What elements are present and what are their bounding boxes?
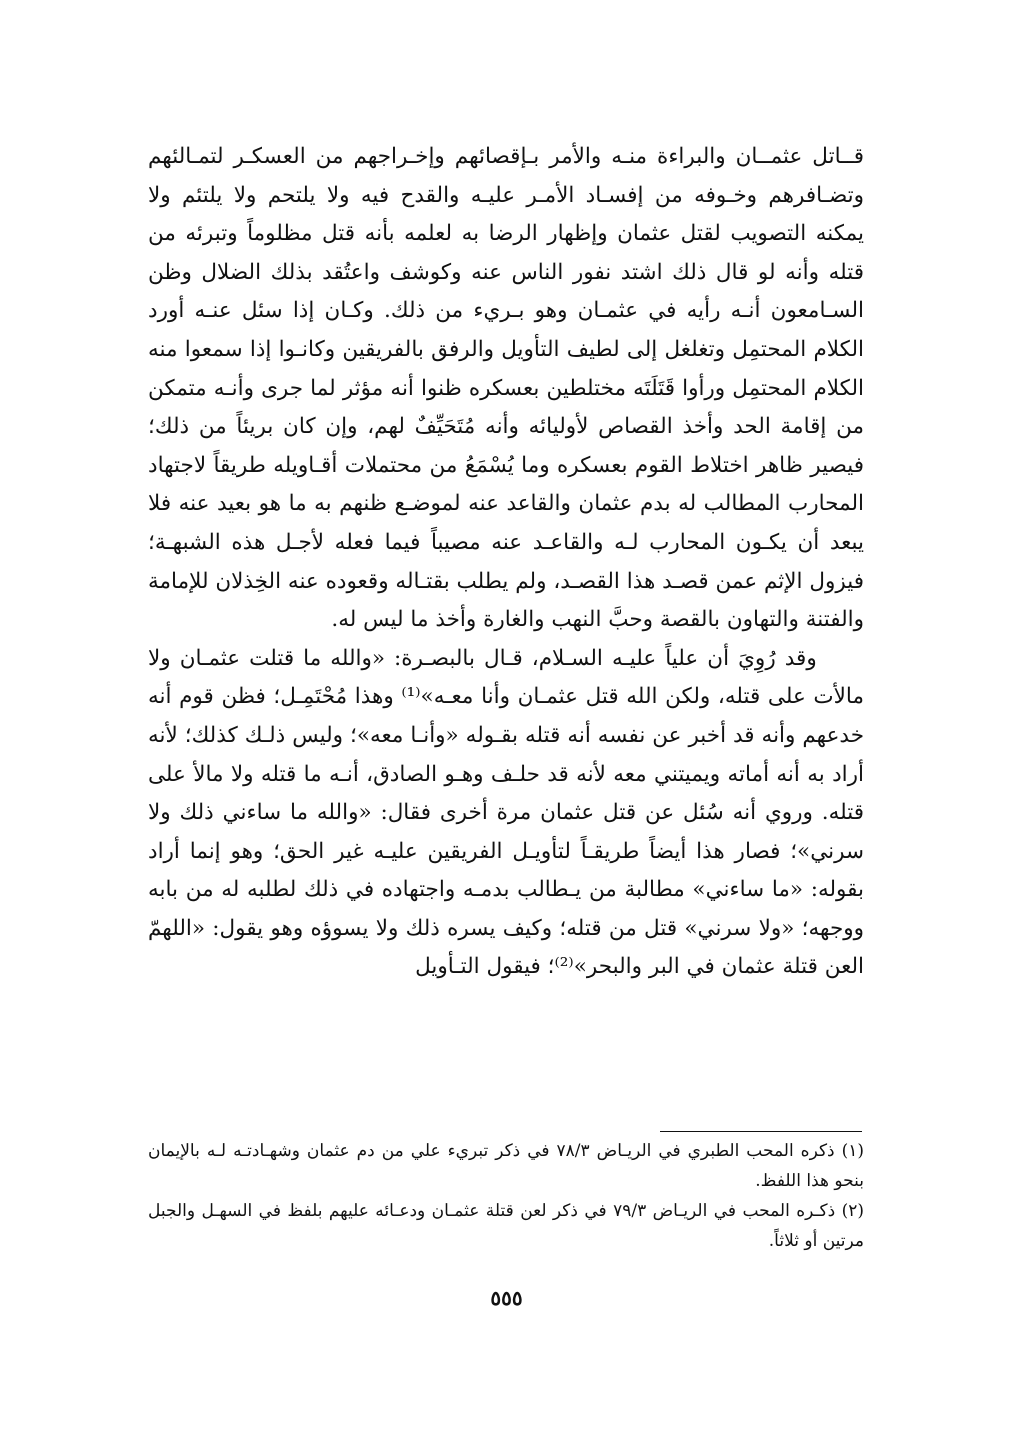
footnote-1: (١) ذكره المحب الطبري في الريـاض ٧٨/٣ في ذكر تبريء علي من دم عثمان وشهـادتـه لـه بالإيمان بنحو هذا اللفظ. xyxy=(148,1141,865,1191)
footnote-divider xyxy=(660,1131,862,1132)
page-number: ٥٥٥ xyxy=(490,1286,523,1310)
paragraph-2: وقد رُوِيَ أن علياً عليـه السـلام، قـال بالبصـرة: «والله ما قتلت عثمـان ولا مالأت على قتله، ولكن الله قتل عثمـان وأنا معـه»⁽¹⁾ وهذا مُحْتَمِـل؛ فظن قوم أنه خدعهم وأنه قد أخبر عن نفسه أنه قتله بقـوله «وأنـا معه»؛ وليس ذلـك كذلك؛ لأنه أراد به أنه أماته ويميتني معه لأنه قد حلـف وهـو الصادق، أنـه ما قتله ولا مالأ على قتله. وروي أنه سُئل عن قتل عثمان مرة أخرى فقال: «والله ما ساءني ذلك ولا سرني»؛ فصار هذا أيضاً طريقـاً لتأويـل الفريقين عليـه غير الحق؛ وهو إنما أراد بقوله: «ما ساءني» مطالبة من يـطالب بدمـه واجتهاده في ذلك لطلبه له من بابه ووجهه؛ «ولا سرني» قتل من قتله؛ وكيف يسره ذلك ولا يسوؤه وهو يقول: «اللهمّ العن قتلة عثمان في البر والبحر»⁽²⁾؛ فيقول التـأويل xyxy=(148,645,864,980)
footnotes-block xyxy=(148,1136,864,1256)
footnote-2: (٢) ذكـره المحب في الريـاض ٧٩/٣ في ذكر لعن قتلة عثمـان ودعـائه عليهم بلفظ في السهـل والجبل مرتين أو ثلاثاً. xyxy=(148,1201,864,1251)
main-text-block xyxy=(148,138,864,987)
paragraph-1: قــاتل عثمــان والبراءة منـه والأمر بـإقصائهم وإخـراجهم من العسكـر لتمـالئهم وتضـافرهم وخـوفه من إفسـاد الأمـر عليـه والقدح فيه ولا يلتحم ولا يلتئم ولا يمكنه التصويب لقتل عثمان وإظهار الرضا به لعلمه بأنه قتل مظلوماً وتبرئه من قتله وأنه لو قال ذلك اشتد نفور الناس عنه وكوشف واعتُقد بذلك الضلال وظن السـامعون أنـه رأيه في عثمـان وهو بـريء من ذلك. وكـان إذا سئل عنـه أورد الكلام المحتمِل وتغلغل إلى لطيف التأويل والرفق بالفريقين وكانـوا إذا سمعوا منه الكلام المحتمِل ورأوا قَتَلَتَه مختلطين بعسكره ظنوا أنه مؤثر لما جرى وأنـه متمكن من إقامة الحد وأخذ القصاص لأوليائه وأنه مُتَحَيِّفٌ لهم، وإن كان بريئاً من ذلك؛ فيصير ظاهر اختلاط القوم بعسكره وما يُسْمَعُ من محتملات أقـاويله طريقاً لاجتهاد المحارب المطالب له بدم عثمان والقاعد عنه لموضـع ظنهم به ما هو بعيد عنه فلا يبعد أن يكـون المحارب لـه والقاعـد عنه مصيباً فيما فعله لأجـل هذه الشبهـة؛ فيزول الإثم عمن قصـد هذا القصـد، ولم يطلب بقتـاله وقعوده عنه الخِذلان للإمامة والفتنة والتهاون بالقصة وحبَّ النهب والغارة وأخذ ما ليس له. xyxy=(148,144,864,633)
